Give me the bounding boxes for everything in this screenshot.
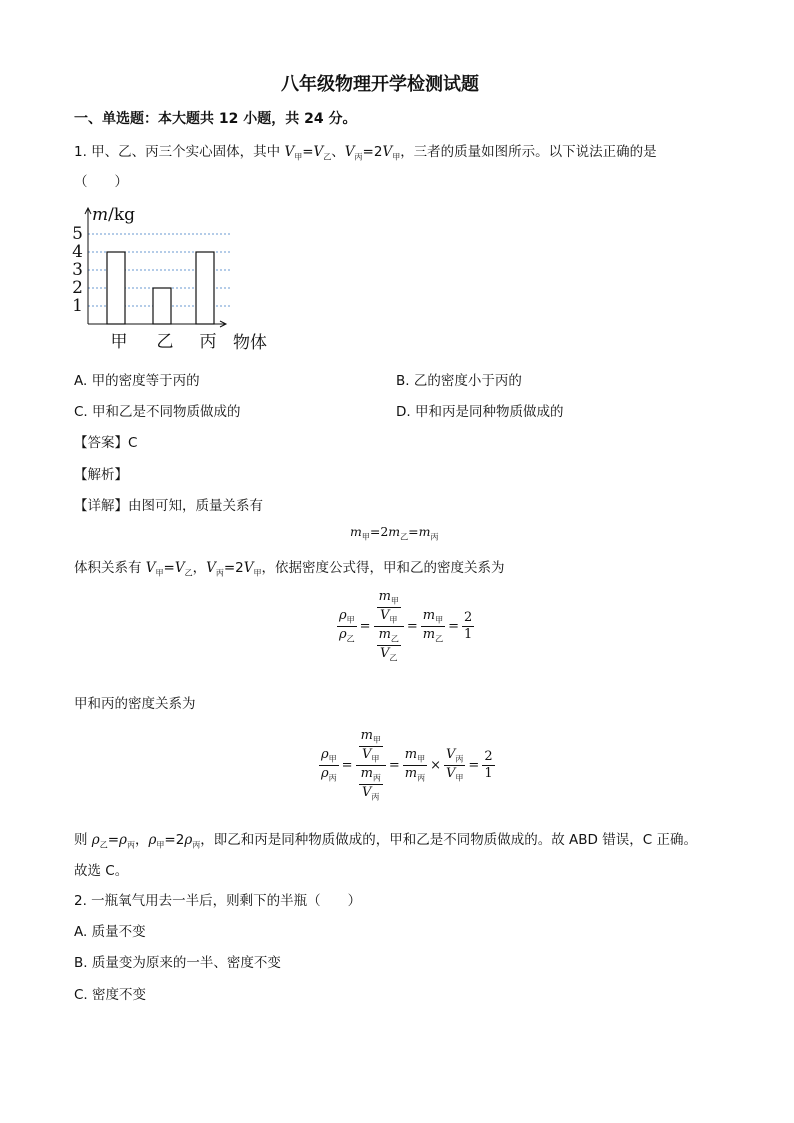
- eq1-compound-fraction: [374, 590, 404, 663]
- vol-s3: 丙: [215, 568, 224, 578]
- q1-stem-suffix: ，三者的质量如图所示。以下说法正确的是: [400, 144, 657, 160]
- eq2-rho-bottom-sub: 丙: [328, 773, 337, 783]
- y-axis-label-unit: /kg: [108, 205, 136, 225]
- conc-rho2: ρ: [119, 832, 127, 848]
- density-equation-jia-yi: [336, 590, 475, 663]
- eq1-rho-ratio: [337, 609, 357, 644]
- eq1-m-top: m: [378, 589, 391, 604]
- eq2-equals-3: =: [468, 757, 480, 773]
- question-1-stem: [74, 140, 657, 163]
- eq1-result: [462, 611, 474, 641]
- eq1-v-bottom: V: [380, 645, 390, 661]
- q1-v2: V: [313, 144, 324, 160]
- q1-mid: 、: [331, 144, 345, 160]
- eq2-v-top: V: [362, 746, 372, 762]
- eq1-bottom-sub-fraction: [377, 628, 401, 663]
- conc-suffix: ，即乙和丙是同种物质做成的，甲和乙是不同物质做成的。故 ABD 错误，C 正确。: [200, 832, 697, 848]
- q1-option-c[interactable]: C. 甲和乙是不同物质做成的: [74, 404, 241, 420]
- eq2-m-bottom-sub: 丙: [372, 773, 381, 783]
- q2-option-a[interactable]: A. 质量不变: [74, 924, 146, 940]
- q2-option-b[interactable]: B. 质量变为原来的一半、密度不变: [74, 955, 281, 971]
- x-category-label: 丙: [199, 332, 217, 352]
- bar-乙: [153, 288, 171, 324]
- eq2-mr-bottom: m: [404, 765, 418, 781]
- mass-m3: m: [418, 524, 431, 539]
- eq1-equals-2: =: [406, 618, 418, 634]
- x-axis-label: 物体: [233, 333, 267, 353]
- mass-s1: 甲: [361, 532, 370, 542]
- eq1-rho-bottom: ρ: [339, 626, 347, 642]
- q1-eq1: =: [302, 144, 314, 160]
- mass-eq2: =: [408, 524, 419, 539]
- q1-option-b[interactable]: B. 乙的密度小于丙的: [396, 373, 522, 389]
- eq1-m-top-sub: 甲: [390, 596, 399, 606]
- eq2-vr-top: V: [446, 746, 456, 762]
- eq2-mass-ratio: [403, 748, 427, 783]
- eq1-rho-bottom-sub: 乙: [346, 634, 355, 644]
- eq2-vr-top-sub: 丙: [455, 754, 464, 764]
- conc-comma: ，: [134, 832, 149, 848]
- q1-v4: V: [382, 144, 393, 160]
- q1-choose: 故选 C。: [74, 863, 129, 879]
- mass-bar-chart: [68, 200, 288, 358]
- eq2-vr-bottom-sub: 甲: [455, 773, 464, 783]
- conc-s3: 甲: [156, 840, 165, 850]
- eq1-result-num: 2: [464, 610, 473, 626]
- mass-m1: m: [350, 524, 362, 539]
- conc-rho4: ρ: [184, 832, 193, 848]
- mass-relation: [350, 524, 439, 543]
- eq1-m-bottom: m: [378, 626, 391, 642]
- eq1-mass-ratio: [421, 609, 445, 644]
- conc-prefix: 则: [74, 832, 92, 848]
- y-tick-label: 2: [72, 278, 83, 298]
- eq1-mr-bottom-sub: 乙: [435, 634, 444, 644]
- q1-s1: 甲: [294, 152, 303, 162]
- eq2-vr-bottom: V: [446, 765, 456, 781]
- q1-conclusion: [74, 828, 697, 851]
- y-tick-label: 5: [72, 224, 83, 244]
- eq2-rho-ratio: [319, 748, 339, 783]
- mass-eq1: =2: [369, 524, 389, 539]
- q1-s3: 丙: [354, 152, 363, 162]
- q1-v1: V: [284, 144, 295, 160]
- vol-prefix: 体积关系有: [74, 560, 146, 576]
- eq1-mr-bottom: m: [422, 626, 436, 642]
- q1-analysis-label: 【解析】: [74, 467, 128, 483]
- eq2-top-sub-fraction: [359, 729, 383, 764]
- eq2-result-num: 2: [484, 749, 493, 765]
- eq1-mr-top: m: [422, 607, 436, 623]
- y-tick-label: 4: [72, 242, 83, 262]
- q2-option-c[interactable]: C. 密度不变: [74, 987, 147, 1003]
- eq2-m-bottom: m: [360, 765, 373, 781]
- eq2-equals-2: =: [388, 757, 400, 773]
- mass-m2: m: [388, 524, 401, 539]
- jia-bing-label: 甲和丙的密度关系为: [74, 696, 196, 712]
- q1-option-a[interactable]: A. 甲的密度等于丙的: [74, 373, 200, 389]
- eq2-mr-bottom-sub: 丙: [417, 773, 426, 783]
- vol-eq1: =: [163, 560, 175, 576]
- conc-eq2: =2: [164, 832, 185, 848]
- eq2-times: ×: [430, 757, 442, 773]
- q1-option-d[interactable]: D. 甲和丙是同种物质做成的: [396, 404, 564, 420]
- eq1-result-den: 1: [464, 626, 473, 642]
- eq1-v-bottom-sub: 乙: [389, 653, 398, 663]
- vol-v4: V: [243, 560, 254, 576]
- x-category-label: 乙: [156, 332, 174, 352]
- q1-eq2: =2: [362, 144, 383, 160]
- eq2-rho-top: ρ: [321, 746, 329, 762]
- eq1-mr-top-sub: 甲: [435, 615, 444, 625]
- eq2-mr-top-sub: 甲: [417, 754, 426, 764]
- conc-s4: 丙: [192, 840, 201, 850]
- q1-s2: 乙: [323, 152, 332, 162]
- y-axis-label: [92, 205, 135, 225]
- q1-detail: 【详解】由图可知，质量关系有: [74, 498, 263, 514]
- question-2-stem: 2. 一瓶氧气用去一半后，则剩下的半瓶（ ）: [74, 893, 362, 909]
- q1-answer-paren: （ ）: [74, 174, 128, 190]
- eq2-m-top-sub: 甲: [372, 735, 381, 745]
- conc-eq1: =: [107, 832, 120, 848]
- q1-stem-prefix: 1. 甲、乙、丙三个实心固体，其中: [74, 144, 285, 160]
- eq2-result-den: 1: [484, 765, 493, 781]
- vol-v1: V: [145, 560, 156, 576]
- conc-s2: 丙: [126, 840, 135, 850]
- y-tick-label: 1: [72, 296, 83, 316]
- vol-s4: 甲: [253, 568, 262, 578]
- vol-s1: 甲: [155, 568, 164, 578]
- eq2-v-bottom-sub: 丙: [371, 792, 380, 802]
- eq1-v-top: V: [380, 607, 390, 623]
- eq2-v-bottom: V: [362, 784, 372, 800]
- conc-rho1: ρ: [91, 832, 100, 848]
- bar-甲: [107, 252, 125, 324]
- volume-relation: [74, 556, 505, 579]
- eq2-mr-top: m: [404, 746, 418, 762]
- vol-v2: V: [174, 560, 185, 576]
- q1-v3: V: [344, 144, 355, 160]
- eq1-v-top-sub: 甲: [389, 615, 398, 625]
- bar-丙: [196, 252, 214, 324]
- eq2-rho-top-sub: 甲: [328, 754, 337, 764]
- eq1-m-bottom-sub: 乙: [390, 634, 399, 644]
- vol-suffix: ，依据密度公式得，甲和乙的密度关系为: [261, 560, 505, 576]
- eq2-compound-fraction: [356, 729, 386, 802]
- y-tick-label: 3: [72, 260, 83, 280]
- q1-answer: 【答案】C: [74, 435, 138, 451]
- eq2-rho-bottom: ρ: [321, 765, 329, 781]
- density-equation-jia-bing: [318, 729, 496, 802]
- eq2-v-top-sub: 甲: [371, 754, 380, 764]
- vol-comma: ，: [192, 560, 207, 576]
- eq2-equals-1: =: [341, 757, 353, 773]
- eq1-top-sub-fraction: [377, 590, 401, 625]
- page-title: 八年级物理开学检测试题: [281, 74, 479, 95]
- mass-s2: 乙: [400, 532, 409, 542]
- eq2-volume-ratio: [444, 748, 465, 783]
- eq2-result: [482, 750, 494, 780]
- conc-s1: 乙: [99, 840, 108, 850]
- y-axis-label-var: m: [92, 205, 109, 225]
- eq2-m-top: m: [360, 728, 373, 743]
- vol-v3: V: [206, 560, 216, 576]
- vol-s2: 乙: [184, 568, 193, 578]
- x-category-label: 甲: [110, 332, 128, 352]
- section-heading: 一、单选题：本大题共 12 小题，共 24 分。: [74, 111, 357, 127]
- vol-eq2: =2: [223, 560, 244, 576]
- eq1-rho-top: ρ: [339, 607, 347, 623]
- q1-s4: 甲: [392, 152, 401, 162]
- eq2-bottom-sub-fraction: [359, 767, 383, 802]
- mass-s3: 丙: [430, 532, 439, 542]
- eq1-equals-1: =: [359, 618, 371, 634]
- conc-rho3: ρ: [148, 832, 157, 848]
- eq1-rho-top-sub: 甲: [346, 615, 355, 625]
- eq1-equals-3: =: [448, 618, 460, 634]
